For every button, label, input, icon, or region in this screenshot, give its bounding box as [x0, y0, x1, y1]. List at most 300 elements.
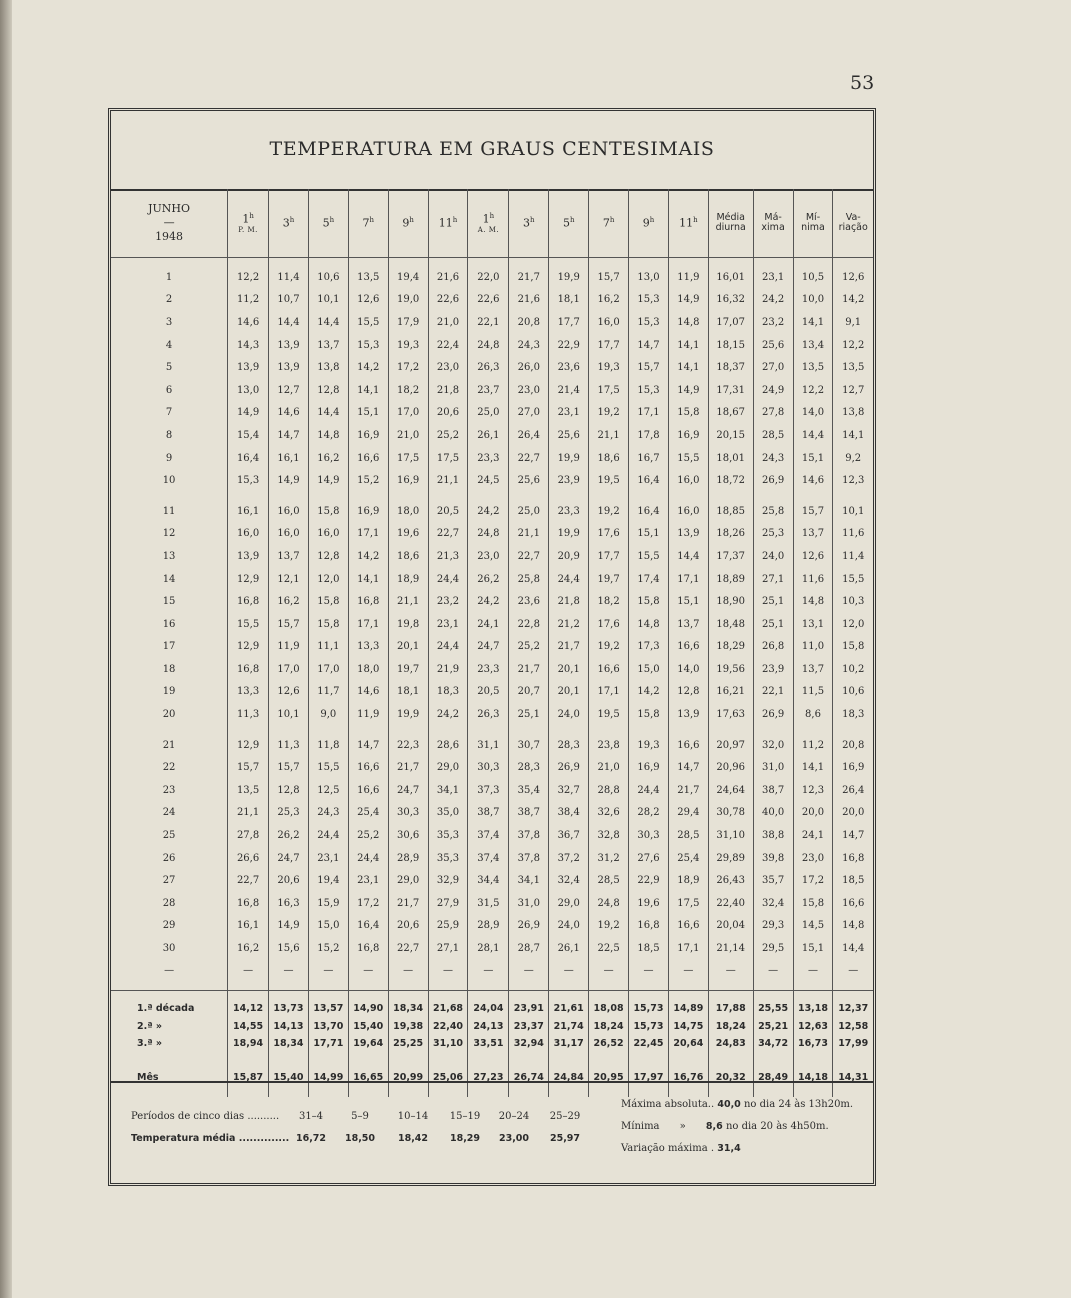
- day-row: [111, 545, 873, 568]
- cell-value: 23,91: [509, 1000, 549, 1018]
- cell-value: 25,4: [668, 847, 708, 870]
- spacer-cell: [509, 990, 549, 1000]
- cell-value: 19,3: [629, 734, 669, 757]
- cell-value: 25,1: [753, 613, 793, 636]
- row-label: 16: [162, 618, 176, 630]
- cell-value: 11,6: [793, 568, 833, 591]
- cell-value: 17,7: [589, 334, 629, 357]
- cell-value: 14,18: [793, 1068, 833, 1086]
- cell-value: 21,1: [589, 424, 629, 447]
- cell-value: 18,9: [388, 568, 428, 591]
- cell-value: 22,0: [468, 266, 509, 289]
- cell-value: 28,8: [589, 779, 629, 802]
- day-row: [111, 266, 873, 289]
- cell-value: 27,6: [629, 847, 669, 870]
- spacer-cell: [668, 990, 708, 1000]
- cell-value: 19,8: [388, 613, 428, 636]
- cell-value: 21,7: [388, 892, 428, 915]
- cell-value: 19,6: [629, 892, 669, 915]
- cell-value: 15,9: [308, 892, 348, 915]
- hour-suffix: h: [569, 216, 575, 225]
- dash-cell: —: [348, 960, 388, 982]
- cell-value: 21,8: [428, 379, 468, 402]
- spacer-cell: [308, 982, 348, 991]
- cell-value: 10,6: [833, 681, 873, 704]
- cell-value: 16,0: [668, 469, 708, 492]
- cell-value: 18,6: [388, 545, 428, 568]
- hour-suffix: h: [693, 216, 698, 225]
- cell-value: 18,5: [833, 869, 873, 892]
- spacer-cell: [388, 258, 428, 267]
- spacer-cell: [269, 990, 309, 1000]
- cell-value: 15,5: [629, 545, 669, 568]
- spacer-cell: [589, 726, 629, 734]
- spacer-cell: [428, 726, 468, 734]
- cell-value: 16,8: [348, 937, 388, 960]
- cell-value: 25,21: [753, 1017, 793, 1035]
- cell-value: 16,9: [833, 756, 873, 779]
- cell-value: 16,0: [228, 523, 269, 546]
- spacer-row: [111, 726, 873, 734]
- month-label: JUNHO: [148, 202, 191, 215]
- cell-value: 20,8: [509, 311, 549, 334]
- cell-value: 14,1: [668, 334, 708, 357]
- cell-value: 24,1: [793, 824, 833, 847]
- cell-value: 14,6: [348, 681, 388, 704]
- cell-value: 21,0: [428, 311, 468, 334]
- title-area: [111, 111, 873, 191]
- cell-value: 11,5: [793, 681, 833, 704]
- row-label: 7: [165, 407, 173, 419]
- day-row: [111, 289, 873, 312]
- cell-value: 12,1: [269, 568, 309, 591]
- spacer-cell: [428, 258, 468, 267]
- row-label: 4: [165, 339, 173, 351]
- cell-value: 12,6: [348, 289, 388, 312]
- cell-value: 23,1: [549, 402, 589, 425]
- hour-value: 11: [679, 216, 694, 230]
- spacer-cell: [753, 726, 793, 734]
- spacer-row: [111, 990, 873, 1000]
- temp-value: 18,42: [397, 1133, 429, 1144]
- cell-value: 18,0: [388, 500, 428, 523]
- period-value: 10–14: [397, 1111, 429, 1122]
- cell-value: 35,4: [509, 779, 549, 802]
- cell-value: 10,2: [833, 658, 873, 681]
- temp-value: 25,97: [549, 1133, 581, 1144]
- cell-value: 12,9: [228, 636, 269, 659]
- cell-value: 29,3: [753, 915, 793, 938]
- cell-value: 26,74: [509, 1068, 549, 1086]
- cell-value: 40,0: [753, 802, 793, 825]
- cell-value: 22,40: [428, 1017, 468, 1035]
- max-abs-label: Máxima absoluta..: [621, 1099, 715, 1110]
- cell-value: 32,4: [549, 869, 589, 892]
- min-label: Mínima: [621, 1121, 660, 1132]
- spacer-cell: [228, 258, 269, 267]
- cell-value: 20,04: [708, 915, 753, 938]
- temps-row: [131, 1133, 289, 1144]
- cell-value: 15,87: [228, 1068, 269, 1086]
- cell-value: 25,1: [753, 590, 793, 613]
- cell-value: 24,3: [308, 802, 348, 825]
- cell-value: 34,1: [428, 779, 468, 802]
- hour-header: [228, 189, 269, 258]
- spacer-cell: [589, 492, 629, 500]
- hour-value: 7: [602, 216, 610, 230]
- spacer-cell: [428, 492, 468, 500]
- cell-value: 22,9: [629, 869, 669, 892]
- cell-value: 15,40: [348, 1017, 388, 1035]
- cell-value: 14,2: [629, 681, 669, 704]
- cell-value: 23,7: [468, 379, 509, 402]
- cell-value: 15,5: [668, 447, 708, 470]
- cell-value: 16,8: [629, 915, 669, 938]
- cell-value: 14,1: [833, 424, 873, 447]
- hour-value: 5: [322, 216, 330, 230]
- cell-value: 15,7: [793, 500, 833, 523]
- cell-value: 29,0: [428, 756, 468, 779]
- cell-value: 20,97: [708, 734, 753, 757]
- cell-value: 14,8: [308, 424, 348, 447]
- spacer-cell: [708, 990, 753, 1000]
- max-abs-text: no dia 24 às 13h20m.: [743, 1099, 854, 1110]
- day-row: [111, 311, 873, 334]
- day-row: [111, 590, 873, 613]
- cell-value: 14,7: [348, 734, 388, 757]
- cell-value: 25,55: [753, 1000, 793, 1018]
- cell-value: 20,1: [549, 658, 589, 681]
- spacer-row: [111, 1052, 873, 1068]
- cell-value: 14,9: [269, 915, 309, 938]
- dash-cell: —: [388, 960, 428, 982]
- day-row: [111, 523, 873, 546]
- dash-cell: —: [428, 960, 468, 982]
- hour-period: A. M.: [477, 225, 500, 234]
- cell-value: 16,2: [589, 289, 629, 312]
- cell-value: 29,0: [388, 869, 428, 892]
- cell-value: 25,3: [753, 523, 793, 546]
- cell-value: 26,4: [509, 424, 549, 447]
- var-label: Variação máxima .: [621, 1143, 715, 1154]
- cell-value: 22,1: [753, 681, 793, 704]
- cell-value: 15,5: [228, 613, 269, 636]
- hour-value: 1: [482, 212, 490, 226]
- cell-value: 15,8: [629, 590, 669, 613]
- cell-value: 24,8: [589, 892, 629, 915]
- decade-row: [111, 1017, 873, 1035]
- cell-value: 31,10: [428, 1035, 468, 1053]
- spacer-cell: [629, 1052, 669, 1068]
- spacer-cell: [549, 990, 589, 1000]
- cell-value: 12,2: [228, 266, 269, 289]
- cell-value: 16,6: [348, 779, 388, 802]
- hour-header: [509, 189, 549, 258]
- day-row: [111, 356, 873, 379]
- spacer-cell: [833, 990, 873, 1000]
- cell-value: 16,0: [308, 523, 348, 546]
- cell-value: 14,5: [793, 915, 833, 938]
- cell-value: 14,1: [348, 568, 388, 591]
- row-label: 28: [162, 897, 176, 909]
- cell-value: 26,4: [833, 779, 873, 802]
- cell-value: 23,3: [468, 447, 509, 470]
- cell-value: 17,1: [629, 402, 669, 425]
- cell-value: 15,7: [629, 356, 669, 379]
- cell-value: 15,7: [228, 756, 269, 779]
- spacer-cell: [111, 990, 228, 1000]
- cell-value: 12,2: [833, 334, 873, 357]
- cell-value: 22,7: [388, 937, 428, 960]
- cell-value: 18,72: [708, 469, 753, 492]
- row-label: 26: [162, 852, 176, 864]
- cell-value: 37,8: [509, 847, 549, 870]
- cell-value: 29,89: [708, 847, 753, 870]
- cell-value: 16,4: [629, 469, 669, 492]
- cell-value: 13,7: [793, 523, 833, 546]
- row-label: 24: [162, 807, 176, 819]
- cell-value: 24,04: [468, 1000, 509, 1018]
- spacer-cell: [589, 258, 629, 267]
- cell-value: 9,2: [833, 447, 873, 470]
- day-row: [111, 915, 873, 938]
- cell-value: 13,9: [668, 523, 708, 546]
- row-label: 20: [162, 709, 176, 721]
- spacer-cell: [388, 726, 428, 734]
- spacer-cell: [509, 1052, 549, 1068]
- page-number: 53: [850, 72, 875, 94]
- cell-value: 27,1: [753, 568, 793, 591]
- temps-label: Temperatura média ..............: [131, 1133, 290, 1144]
- cell-value: 10,1: [269, 703, 309, 726]
- cell-value: 33,51: [468, 1035, 509, 1053]
- cell-value: 10,1: [308, 289, 348, 312]
- cell-value: 18,34: [388, 1000, 428, 1018]
- cell-value: 16,0: [269, 500, 309, 523]
- cell-value: 14,31: [833, 1068, 873, 1086]
- cell-value: 30,78: [708, 802, 753, 825]
- cell-value: 14,13: [269, 1017, 309, 1035]
- spacer-cell: [833, 258, 873, 267]
- cell-value: 16,6: [589, 658, 629, 681]
- row-label: 27: [162, 875, 176, 887]
- cell-value: 35,3: [428, 824, 468, 847]
- cell-value: 14,8: [668, 311, 708, 334]
- spacer-cell: [753, 982, 793, 991]
- cell-value: 14,4: [793, 424, 833, 447]
- cell-value: 17,7: [589, 545, 629, 568]
- cell-value: 14,2: [348, 356, 388, 379]
- cell-value: 12,9: [228, 568, 269, 591]
- hour-header: [589, 189, 629, 258]
- min-text: no dia 20 às 4h50m.: [725, 1121, 829, 1132]
- hour-value: 7: [362, 216, 370, 230]
- cell-value: 27,8: [228, 824, 269, 847]
- cell-value: 11,8: [308, 734, 348, 757]
- cell-value: 17,07: [708, 311, 753, 334]
- cell-value: 15,3: [629, 379, 669, 402]
- cell-value: 18,29: [708, 636, 753, 659]
- cell-value: 14,1: [668, 356, 708, 379]
- cell-value: 26,9: [549, 756, 589, 779]
- cell-value: 37,8: [509, 824, 549, 847]
- cell-value: 21,0: [388, 424, 428, 447]
- spacer-cell: [269, 258, 309, 267]
- spacer-cell: [308, 258, 348, 267]
- spacer-cell: [468, 990, 509, 1000]
- cell-value: 24,0: [753, 545, 793, 568]
- cell-value: 18,26: [708, 523, 753, 546]
- dash-cell: —: [793, 960, 833, 982]
- cell-value: 16,8: [228, 590, 269, 613]
- spacer-cell: [348, 1052, 388, 1068]
- cell-value: 23,1: [753, 266, 793, 289]
- cell-value: 26,9: [509, 915, 549, 938]
- cell-value: 16,9: [388, 469, 428, 492]
- period-value: 15–19: [449, 1111, 481, 1122]
- cell-value: 16,6: [668, 734, 708, 757]
- cell-value: 12,6: [833, 266, 873, 289]
- cell-value: 24,7: [388, 779, 428, 802]
- cell-value: 26,8: [753, 636, 793, 659]
- cell-value: 17,0: [269, 658, 309, 681]
- daily-rows: [111, 258, 873, 991]
- cell-value: 14,4: [269, 311, 309, 334]
- cell-value: 23,2: [428, 590, 468, 613]
- spacer-row: [111, 982, 873, 991]
- row-label: 13: [162, 550, 176, 562]
- cell-value: 19,7: [388, 658, 428, 681]
- spacer-cell: [228, 982, 269, 991]
- hour-value: 5: [562, 216, 570, 230]
- spacer-cell: [549, 982, 589, 991]
- temp-value: 23,00: [498, 1133, 530, 1144]
- cell-value: 18,89: [708, 568, 753, 591]
- cell-value: 14,4: [668, 545, 708, 568]
- cell-value: 16,3: [269, 892, 309, 915]
- cell-value: 25,8: [753, 500, 793, 523]
- cell-value: 29,0: [549, 892, 589, 915]
- hour-header: [629, 189, 669, 258]
- spacer-cell: [111, 982, 228, 991]
- cell-value: 18,94: [228, 1035, 269, 1053]
- cell-value: 23,2: [753, 311, 793, 334]
- cell-value: 14,4: [308, 402, 348, 425]
- cell-value: 21,6: [428, 266, 468, 289]
- spacer-cell: [668, 1052, 708, 1068]
- day-row: [111, 379, 873, 402]
- cell-value: 21,74: [549, 1017, 589, 1035]
- cell-value: 18,24: [708, 1017, 753, 1035]
- cell-value: 21,7: [509, 658, 549, 681]
- cell-value: 20,5: [428, 500, 468, 523]
- cell-value: 16,9: [348, 500, 388, 523]
- cell-value: 32,7: [549, 779, 589, 802]
- day-row: [111, 869, 873, 892]
- cell-value: 15,3: [348, 334, 388, 357]
- dash-cell: —: [509, 960, 549, 982]
- day-row: [111, 824, 873, 847]
- cell-value: 17,1: [348, 613, 388, 636]
- hour-header: [668, 189, 708, 258]
- cell-value: 24,84: [549, 1068, 589, 1086]
- row-label: 18: [162, 663, 176, 675]
- cell-value: 39,8: [753, 847, 793, 870]
- spacer-cell: [668, 982, 708, 991]
- cell-value: 13,5: [793, 356, 833, 379]
- cell-value: 28,9: [468, 915, 509, 938]
- cell-value: 14,90: [348, 1000, 388, 1018]
- cell-value: 11,4: [269, 266, 309, 289]
- cell-value: 16,2: [228, 937, 269, 960]
- row-label: 6: [165, 384, 173, 396]
- spacer-cell: [629, 990, 669, 1000]
- cell-value: 26,9: [753, 703, 793, 726]
- cell-value: 18,85: [708, 500, 753, 523]
- cell-value: 13,5: [833, 356, 873, 379]
- cell-value: 23,3: [468, 658, 509, 681]
- spacer-cell: [269, 1052, 309, 1068]
- cell-value: 18,0: [348, 658, 388, 681]
- cell-value: 11,6: [833, 523, 873, 546]
- cell-value: 12,8: [668, 681, 708, 704]
- cell-value: 15,3: [629, 311, 669, 334]
- cell-value: 14,1: [793, 311, 833, 334]
- cell-value: 26,2: [468, 568, 509, 591]
- cell-value: 20,0: [793, 802, 833, 825]
- cell-value: 28,6: [428, 734, 468, 757]
- cell-value: 21,7: [549, 636, 589, 659]
- cell-value: 23,1: [348, 869, 388, 892]
- cell-value: 20,6: [269, 869, 309, 892]
- spacer-cell: [833, 492, 873, 500]
- spacer-row: [111, 258, 873, 267]
- spacer-cell: [269, 726, 309, 734]
- cell-value: 17,63: [708, 703, 753, 726]
- cell-value: 20,1: [549, 681, 589, 704]
- cell-value: 36,7: [549, 824, 589, 847]
- cell-value: 24,2: [468, 500, 509, 523]
- cell-value: 30,3: [468, 756, 509, 779]
- cell-value: 15,1: [793, 447, 833, 470]
- spacer-cell: [348, 990, 388, 1000]
- cell-value: 14,1: [793, 756, 833, 779]
- cell-value: 17,4: [629, 568, 669, 591]
- period-value: 20–24: [498, 1111, 530, 1122]
- cell-value: 18,48: [708, 613, 753, 636]
- cell-value: 20,8: [833, 734, 873, 757]
- cell-value: 18,2: [589, 590, 629, 613]
- spacer-cell: [228, 990, 269, 1000]
- spacer-cell: [668, 726, 708, 734]
- cell-value: 13,1: [793, 613, 833, 636]
- cell-value: 11,9: [348, 703, 388, 726]
- spacer-cell: [753, 492, 793, 500]
- cell-value: 37,2: [549, 847, 589, 870]
- cell-value: 11,2: [793, 734, 833, 757]
- cell-value: 14,99: [308, 1068, 348, 1086]
- cell-value: 15,73: [629, 1017, 669, 1035]
- cell-value: 18,34: [269, 1035, 309, 1053]
- day-row: [111, 937, 873, 960]
- spacer-cell: [388, 990, 428, 1000]
- cell-value: 21,2: [549, 613, 589, 636]
- cell-value: 11,3: [228, 703, 269, 726]
- spacer-cell: [308, 1052, 348, 1068]
- cell-value: 16,01: [708, 266, 753, 289]
- cell-value: 12,0: [833, 613, 873, 636]
- cell-value: 21,6: [509, 289, 549, 312]
